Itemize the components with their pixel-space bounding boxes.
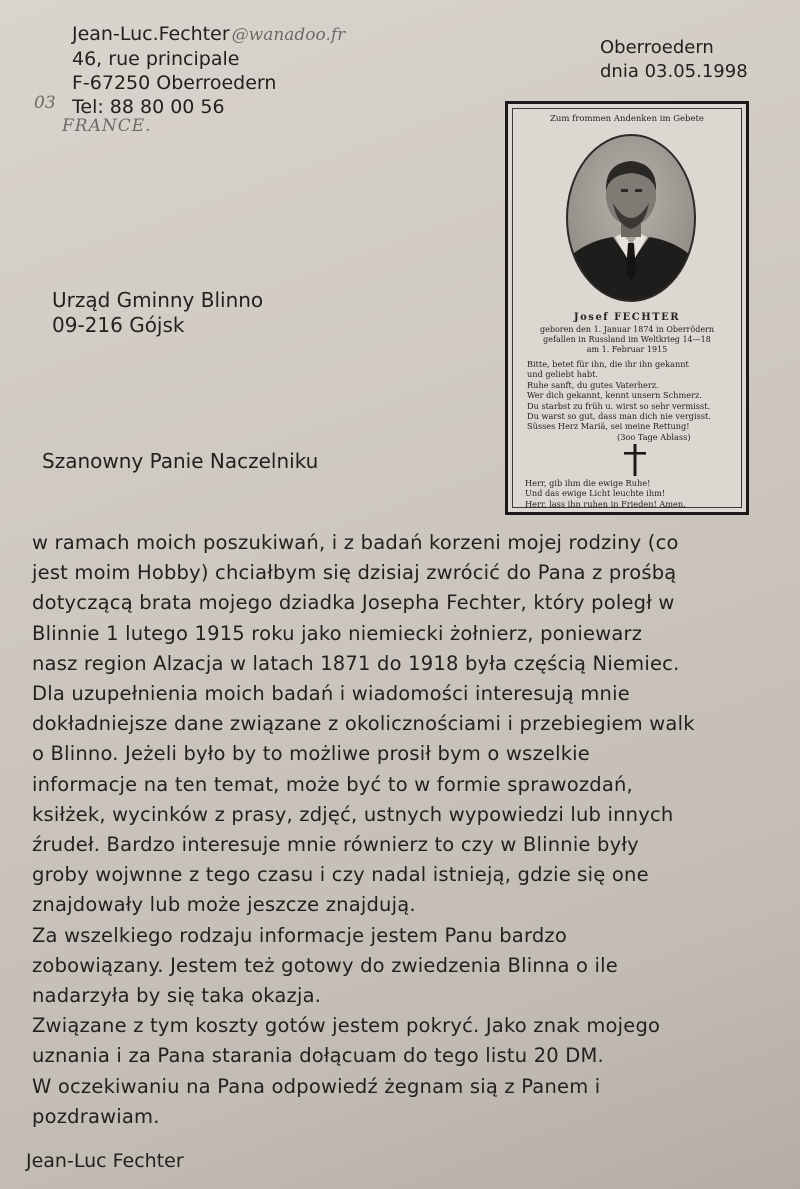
salutation: Szanowny Panie Naczelniku <box>42 449 319 473</box>
body-line: nadarzyła by się taka okazja. <box>32 984 322 1008</box>
memorial-card-prayer-line: Herr, gib ihm die ewige Ruhe! <box>525 478 651 488</box>
body-line: Blinnie 1 lutego 1915 roku jako niemiecki żołnierz, poniewarz <box>32 621 643 645</box>
body-line: ksiłżek, wycinków z prasy, zdjęć, ustnych wypowiedzi lub innych <box>32 802 674 826</box>
memorial-card-poem-line: Ruhe sanft, du gutes Vaterherz. <box>527 379 659 390</box>
sender-address <box>72 22 345 119</box>
memorial-card-indulgence: (3oo Tage Ablass) <box>617 431 691 442</box>
memorial-card-prayer <box>525 478 733 509</box>
recipient-line-1: Urząd Gminny Blinno <box>52 288 264 312</box>
letter-date: dnia 03.05.1998 <box>600 61 748 82</box>
memorial-card-prayer-line: Herr, lass ihn ruhen in Frieden! Amen. <box>525 498 686 509</box>
body-line: Dla uzupełnienia moich badań i wiadomości interesują mnie <box>32 682 630 706</box>
recipient-address <box>52 288 263 338</box>
body-line: W oczekiwaniu na Pana odpowiedź żegnam sią z Panem i <box>32 1074 601 1098</box>
letter-place: Oberroedern <box>600 37 714 58</box>
body-line: znajdowały lub może jeszcze znajdują. <box>32 893 416 917</box>
body-line: w ramach moich poszukiwań, i z badań korzeni mojej rodziny (co <box>32 531 679 554</box>
memorial-card-header: Zum frommen Andenken im Gebete <box>550 114 704 124</box>
memorial-card-prayer-line: Und das ewige Licht leuchte ihm! <box>525 488 666 499</box>
memorial-card-birth-line: geboren den 1. Januar 1874 in Oberrödern <box>539 325 715 334</box>
body-line: dotyczącą brata mojego dziadka Josepha Fechter, który poległ w <box>32 591 675 615</box>
handwritten-phone-prefix: 03 <box>34 93 56 113</box>
sender-street: 46, rue principale <box>72 48 240 70</box>
body-line: informacje na ten temat, może być to w formie sprawozdań, <box>32 772 633 796</box>
body-line: o Blinno. Jeżeli było by to możliwe prosił bym o wszelkie <box>32 742 590 766</box>
body-line: uznania i za Pana starania dołącuam do tego listu 20 DM. <box>32 1044 604 1068</box>
sender-phone: Tel: 88 80 00 56 <box>72 96 225 118</box>
handwritten-email: @wanadoo.fr <box>231 25 346 45</box>
memorial-card-poem-line: Wer dich gekannt, kennt unsern Schmerz. <box>527 390 702 401</box>
body-line: Za wszelkiego rodzaju informacje jestem Panu bardzo <box>32 923 567 947</box>
sender-city: F-67250 Oberroedern <box>72 72 277 94</box>
memorial-card <box>505 101 749 515</box>
body-line: źrudeł. Bardzo interesuje mnie równierz to czy w Blinnie były <box>32 833 639 857</box>
body-line: pozdrawiam. <box>32 1104 160 1128</box>
memorial-card-poem-line: und geliebt habt. <box>527 369 598 380</box>
portrait-illustration <box>565 133 697 303</box>
body-line: dokładniejsze dane związane z okolicznościami i przebiegiem walk <box>32 712 695 736</box>
memorial-card-birth-line: am 1. Februar 1915 <box>586 345 668 354</box>
signature: Jean-Luc Fechter <box>26 1150 184 1172</box>
memorial-card-poem-line: Du starbst zu früh u. wirst so sehr vermisst. <box>527 400 711 411</box>
body-line: Związane z tym koszty gotów jestem pokryć. Jako znak mojego <box>32 1014 661 1038</box>
sender-name: Jean-Luc.Fechter <box>72 23 230 45</box>
memorial-card-inner-border <box>512 108 742 508</box>
place-date <box>600 36 748 84</box>
memorial-card-poem-line: Bitte, betet für ihn, die ihr ihn gekannt <box>527 359 689 369</box>
letter-body <box>32 528 792 1132</box>
memorial-card-poem-line: Süsses Herz Mariä, sei meine Rettung! <box>527 421 690 432</box>
memorial-card-poem <box>527 359 731 442</box>
handwritten-country: FRANCE. <box>62 116 152 136</box>
body-line: nasz region Alzacja w latach 1871 do 1918 była częścią Niemiec. <box>32 651 680 675</box>
body-line: jest moim Hobby) chciałbym się dzisiaj zwrócić do Pana z prośbą <box>32 561 677 585</box>
cross-icon <box>624 444 646 476</box>
body-line: zobowiązany. Jestem też gotowy do zwiedzenia Blinna o ile <box>32 953 618 977</box>
body-line: groby wojwnne z tego czasu i czy nadal istnieją, gdzie się one <box>32 863 649 887</box>
memorial-card-poem-line: Du warst so gut, dass man dich nie vergisst. <box>527 411 711 422</box>
sender-name-line <box>72 22 345 47</box>
memorial-card-birth-line: gefallen in Russland im Weltkrieg 14—18 <box>543 335 711 344</box>
recipient-line-2: 09-216 Gójsk <box>52 313 185 337</box>
memorial-card-name: Josef FECHTER <box>573 312 681 323</box>
portrait-photo <box>565 133 697 303</box>
memorial-card-birth-death <box>521 325 733 355</box>
